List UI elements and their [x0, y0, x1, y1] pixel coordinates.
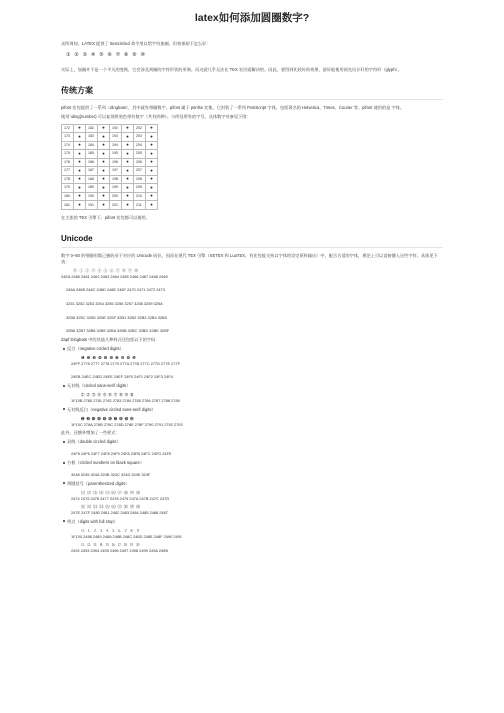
more-styles-note: 此外，还额外增加了一些样式： — [61, 430, 120, 436]
section-heading-traditional: 传统方案 — [61, 85, 443, 100]
ding-number-cell: 193 — [110, 133, 122, 142]
ding-glyph-cell: ● — [74, 167, 86, 176]
list-item-body — [61, 466, 443, 478]
ding-glyph-cell: ● — [74, 158, 86, 167]
code-row: 246A 246B 246C 246D 246E 246F 2470 2471 2472 2473 — [66, 287, 165, 293]
ding-number-cell: 179 — [62, 184, 74, 193]
ding-number-cell: 184 — [86, 141, 98, 150]
list-item-label: 方框（circled numbers on black square） — [67, 460, 145, 466]
code-row: 3251 3252 3253 3254 3255 3256 3257 3258 3259 325A — [66, 300, 163, 306]
ding-glyph-cell: ● — [74, 184, 86, 193]
ding-glyph-cell: ● — [74, 175, 86, 184]
ding-number-cell: 172 — [62, 124, 74, 133]
ding-glyph-cell: ● — [122, 133, 134, 142]
glyph-row: ⓪ ① ② ③ ④ ⑤ ⑥ ⑦ ⑧ ⑨ ⑩ — [73, 267, 139, 273]
ding-glyph-cell: ● — [122, 150, 134, 159]
ding-glyph-cell: ● — [122, 141, 134, 150]
pifont-note: 在主流的 TEX 引擎下，pifont 宏包都可以使用。 — [61, 214, 150, 220]
ding-glyph-cell: ● — [146, 184, 158, 193]
ding-number-cell: 195 — [110, 150, 122, 159]
ding-number-cell: 201 — [110, 201, 122, 210]
glyph-row: ⒒ ⒓ ⒔ ⒕ ⒖ ⒗ ⒘ ⒙ ⒚ ⒛ — [81, 542, 141, 548]
ding-glyph-cell: ● — [122, 124, 134, 133]
page-title: latex如何添加圆圈数字? — [194, 12, 310, 24]
ding-glyph-cell: ● — [122, 175, 134, 184]
list-item — [61, 346, 443, 352]
list-item — [61, 460, 443, 466]
ding-number-cell: 188 — [86, 175, 98, 184]
ding-glyph-cell: ● — [98, 184, 110, 193]
ding-glyph-cell: ● — [122, 192, 134, 201]
glyph-row: ➊ ➋ ➌ ➍ ➎ ➏ ➐ ➑ ➒ ➓ — [81, 415, 135, 421]
list-item — [61, 439, 443, 445]
list-item — [61, 519, 443, 525]
code-row: 24FF 2776 2777 2778 2779 277A 277B 277C 277D 277E 277F — [71, 360, 181, 366]
ding-number-cell: 192 — [110, 124, 122, 133]
ding-number-cell: 208 — [134, 175, 146, 184]
table-row — [62, 150, 158, 159]
ding-number-cell: 204 — [134, 141, 146, 150]
table-row — [62, 158, 158, 167]
ding-number-cell: 198 — [110, 175, 122, 184]
ding-glyph-cell: ● — [98, 141, 110, 150]
list-item-label: 无衬线（circled sans-serif digits） — [67, 383, 131, 389]
ding-number-cell: 191 — [86, 201, 98, 210]
ding-glyph-cell: ● — [74, 141, 86, 150]
code-row: 24F5 24F6 24F7 24F8 24F9 24FA 24FB 24FC 24FD 24FE — [71, 451, 172, 457]
intro-paragraph-2: 实际上，加圈并不是一个平凡的变换，它会涉及到圈的字符形状的更调。而这就几乎无法在 TEX 宏层面解决的。因此，要得到比较好的效果，最好能使用预先设计好的字符形（glyph）。 — [61, 67, 402, 73]
ding-number-cell: 205 — [134, 150, 146, 159]
list-item-label: 反白（negative circled digits） — [67, 345, 124, 351]
code-row: 247E 247F 2480 2481 2482 2483 2484 2485 2486 2487 — [71, 510, 168, 516]
ding-number-cell: 186 — [86, 158, 98, 167]
ding-number-cell: 196 — [110, 158, 122, 167]
list-item-body — [61, 528, 443, 554]
ding-number-cell: 187 — [86, 167, 98, 176]
list-item-body — [61, 355, 443, 380]
glyph-row: ❶ ❷ ❸ ❹ ❺ ❻ ❼ ❽ ❾ ❿ — [81, 355, 137, 361]
ding-glyph-cell: ● — [74, 150, 86, 159]
ding-glyph-cell: ● — [146, 201, 158, 210]
code-row: 1F100 2488 2489 248A 248B 248C 248D 248E 248F 2490 2491 — [71, 533, 182, 539]
style-list — [61, 346, 443, 427]
list-item — [61, 407, 443, 413]
ding-number-cell: 209 — [134, 184, 146, 193]
list-item-label: 双线（double circled digits） — [67, 439, 121, 445]
ding-number-cell: 202 — [134, 124, 146, 133]
ding-number-cell: 182 — [86, 124, 98, 133]
list-item-label: 无衬线反白（negative circled sans-serif digits） — [67, 406, 156, 412]
list-item-body — [61, 490, 443, 516]
glyph-row: ⑴ ⑵ ⑶ ⑷ ⑸ ⑹ ⑺ ⑻ ⑼ ⑽ — [81, 489, 141, 495]
list-item — [61, 481, 443, 487]
code-row: 3248 3249 324A 324B 324C 324D 324E 324F — [71, 472, 151, 478]
ding-glyph-cell: ● — [98, 133, 110, 142]
zapf-note: Zapf Dingbats 中的其他几种样式还包括以下的字码： — [61, 336, 160, 342]
code-row: 2492 2493 2494 2495 2496 2497 2498 2499 249A 249B — [71, 548, 168, 554]
ding-number-cell: 180 — [62, 192, 74, 201]
glyph-row: ⑾ ⑿ ⒀ ⒁ ⒂ ⒃ ⒄ ⒅ ⒆ ⒇ — [81, 504, 141, 510]
code-row: 24EB 24EC 24ED 24EE 24EF 24F0 24F1 24F2 24F3 24F4 — [71, 374, 173, 380]
code-row: 2474 2475 2476 2477 2478 2479 247A 247B 247C 247D — [71, 495, 170, 501]
ding-number-cell: 176 — [62, 158, 74, 167]
ding-glyph-cell: ● — [146, 158, 158, 167]
ding-glyph-cell: ● — [74, 124, 86, 133]
glyph-row: 🄀 ⒈ ⒉ ⒊ ⒋ ⒌ ⒍ ⒎ ⒏ ⒐ — [81, 527, 141, 533]
list-item-body — [61, 445, 443, 457]
ding-number-cell: 181 — [62, 201, 74, 210]
unicode-paragraph: 数字 0–50 的带圈形都已被收录于对应的 Unicode 码位，因而在现代 TEX 引擎（XETEX 和 LuaTEX，有宏包能支持以字体的设定原样输出）中，配合合适的字体，理论上可以直接键入这些字符。具体见下表： — [61, 252, 438, 264]
ding-glyph-cell: ● — [98, 167, 110, 176]
ding-glyph-cell: ● — [146, 167, 158, 176]
ding-glyph-cell: ● — [98, 124, 110, 133]
table-row — [62, 167, 158, 176]
ding-glyph-cell: ● — [122, 184, 134, 193]
intro-paragraph: 众所周知，LATEX 提供了 \textcircled 命令用以给字符加圈，但效果却不怎么好： — [61, 41, 211, 46]
ding-number-cell: 207 — [134, 167, 146, 176]
ding-glyph-cell: ● — [98, 158, 110, 167]
code-row: 325B 325C 325D 325E 325F 32B1 32B2 32B3 32B4 32B5 — [66, 314, 167, 320]
ding-glyph-cell: ● — [98, 201, 110, 210]
unicode-code-block — [61, 268, 443, 334]
glyph-row: ➀ ➁ ➂ ➃ ➄ ➅ ➆ ➇ ➈ ➉ — [81, 392, 135, 398]
ding-glyph-cell: ● — [74, 201, 86, 210]
ding-number-cell: 177 — [62, 167, 74, 176]
ding-glyph-cell: ● — [122, 167, 134, 176]
ding-glyph-cell: ● — [146, 150, 158, 159]
code-row: 32B6 32B7 32B8 32B9 32BA 32BB 32BC 32BD 32BE 32BF — [66, 328, 170, 334]
ding-number-cell: 174 — [62, 141, 74, 150]
list-item-label: 带点（digits with full stop） — [67, 518, 118, 524]
ding-number-cell: 190 — [86, 192, 98, 201]
table-row — [62, 133, 158, 142]
ding-number-cell: 197 — [110, 167, 122, 176]
code-row: 1F10B 2780 2781 2782 2783 2784 2785 2786 2787 2788 2789 — [71, 398, 180, 404]
list-item-label: 带圆括号（parenthesized digits） — [67, 480, 130, 486]
table-row — [62, 141, 158, 150]
code-row: 24EA 2460 2461 2462 2463 2464 2465 2466 2467 2468 2469 — [61, 273, 168, 279]
ding-glyph-cell: ● — [122, 158, 134, 167]
ding-number-cell: 175 — [62, 150, 74, 159]
ding-glyph-cell: ● — [98, 192, 110, 201]
textcircled-sample: ① ② ③ ④ ⑤ ⑥ ⑦ ⑧ ⑨ ⑩ — [66, 52, 147, 59]
ding-number-cell: 210 — [134, 192, 146, 201]
ding-glyph-cell: ● — [122, 201, 134, 210]
ding-glyph-cell: ● — [146, 175, 158, 184]
ding-number-cell: 185 — [86, 150, 98, 159]
table-row — [62, 124, 158, 133]
ding-glyph-cell: ● — [98, 175, 110, 184]
ding-glyph-cell: ● — [74, 133, 86, 142]
section-heading-unicode: Unicode — [61, 233, 443, 248]
ding-number-cell: 189 — [86, 184, 98, 193]
ding-table — [61, 124, 158, 210]
ding-number-cell: 178 — [62, 175, 74, 184]
pifont-paragraph: pifont 宏包提供了一系列（dingbats），其中就有带圈数字。pifont 属于 psnfss 宏集，它封装了一系列 PostScript 字体，包括著名的 Helvetica、Times、Courier 等。pifont 使用的是 字体。 — [61, 105, 405, 111]
table-row — [62, 184, 158, 193]
list-item — [61, 383, 443, 389]
ding-number-cell: 211 — [134, 201, 146, 210]
list-item-body — [61, 416, 443, 427]
ding-paragraph: 使用 \ding{number} 可以复现带黑色带有数字（共有四种）。与所处所有的字号，具体数字对参见下图： — [61, 113, 251, 119]
ding-number-cell: 203 — [134, 133, 146, 142]
table-row — [62, 192, 158, 201]
ding-glyph-cell: ● — [98, 150, 110, 159]
list-item-body — [61, 392, 443, 403]
ding-number-cell: 200 — [110, 192, 122, 201]
ding-number-cell: 194 — [110, 141, 122, 150]
ding-glyph-cell: ● — [146, 192, 158, 201]
code-row: 1F10C 278A 278B 278C 278D 278E 278F 2790 2791 2792 2793 — [71, 421, 183, 427]
ding-number-cell: 183 — [86, 133, 98, 142]
table-row — [62, 201, 158, 210]
ding-glyph-cell: ● — [146, 124, 158, 133]
ding-number-cell: 206 — [134, 158, 146, 167]
ding-glyph-cell: ● — [146, 141, 158, 150]
extra-style-list — [61, 439, 443, 554]
ding-glyph-cell: ● — [74, 192, 86, 201]
table-row — [62, 175, 158, 184]
ding-glyph-cell: ● — [146, 133, 158, 142]
ding-number-cell: 173 — [62, 133, 74, 142]
ding-number-cell: 199 — [110, 184, 122, 193]
